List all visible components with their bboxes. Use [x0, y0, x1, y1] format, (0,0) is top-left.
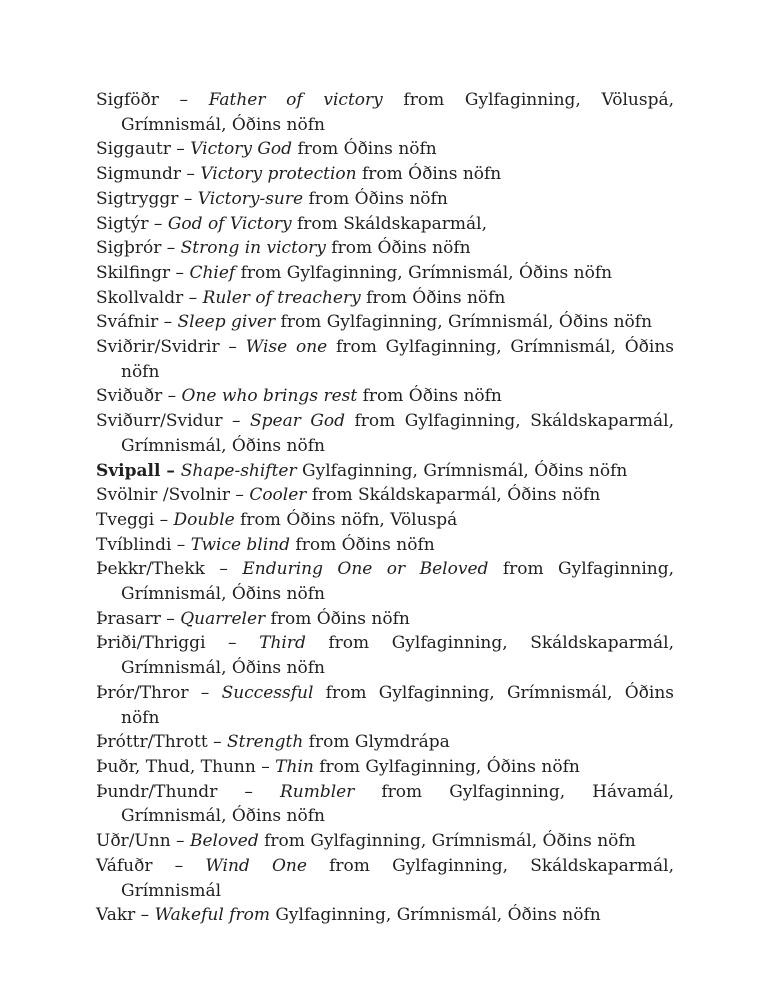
entry-sources: from Gylfaginning, Grímnismál, Óðins nöfn — [121, 337, 674, 382]
entry-name: Þekkr/Thekk — [96, 559, 205, 580]
entry-name: Þróttr/Thrott — [96, 732, 208, 753]
entry-meaning: Beloved — [189, 831, 259, 852]
list-item — [96, 829, 674, 854]
entry-sources: from Óðins nöfn, Völuspá — [234, 509, 458, 530]
entry-name: Váfuðr — [96, 855, 153, 876]
entry-separator: – — [158, 312, 178, 333]
entry-sources: from Gylfaginning, Skáldskaparmál, Grímnismál, Óðins nöfn — [121, 633, 674, 679]
entry-sources: Gylfaginning, Grímnismál, Óðins nöfn — [269, 905, 601, 926]
list-item — [96, 557, 674, 606]
entry-sources: from Óðins nöfn — [325, 238, 471, 259]
entry-meaning: Strong in victory — [180, 238, 326, 259]
entry-separator: – — [154, 509, 174, 530]
entry-separator: – — [170, 831, 190, 852]
entry-meaning: Successful — [221, 682, 314, 703]
list-item — [96, 508, 674, 533]
entry-sources: Gylfaginning, Grímnismál, Óðins nöfn — [296, 460, 628, 481]
list-item — [96, 335, 674, 384]
entry-sources: from Óðins nöfn — [356, 164, 502, 185]
entry-sources: from Gylfaginning, Grímnismál, Óðins nöfn — [275, 312, 653, 333]
entry-meaning: Double — [173, 509, 235, 530]
list-item — [96, 755, 674, 780]
entry-separator: – — [171, 534, 191, 555]
list-item — [96, 88, 674, 137]
list-item — [96, 236, 674, 261]
entry-meaning: Victory-sure — [197, 188, 304, 209]
entry-meaning: Wakeful from — [154, 905, 270, 926]
entry-meaning: Ruler of treachery — [202, 287, 361, 308]
entry-sources: from Óðins nöfn — [303, 188, 448, 209]
list-item — [96, 162, 674, 187]
entry-name: Sviðrir/Svidrir — [96, 337, 220, 358]
entry-meaning: Shape-shifter — [180, 460, 297, 481]
list-item — [96, 730, 674, 755]
entry-separator: – — [183, 287, 203, 308]
list-item — [96, 310, 674, 335]
entry-name: Skollvaldr — [96, 287, 184, 308]
list-item — [96, 261, 674, 286]
document-page — [96, 88, 674, 928]
entry-separator: – — [205, 633, 260, 654]
entry-name: Sviðurr/Svidur — [96, 411, 223, 432]
entry-sources: from Gylfaginning, Skáldskaparmál, Grímnismál, Óðins nöfn — [121, 411, 675, 456]
entry-separator: – — [181, 164, 201, 185]
entry-name: Uðr/Unn — [96, 831, 171, 852]
entry-sources: from Óðins nöfn — [265, 608, 410, 629]
entry-name: Þuðr, Thud, Thunn — [96, 756, 256, 777]
entry-meaning: Wind One — [205, 855, 307, 876]
entry-separator: – — [230, 485, 250, 506]
entry-meaning: Wise one — [245, 337, 328, 358]
entry-meaning: Quarreler — [180, 608, 266, 629]
entry-name: Þrór/Thror — [96, 682, 189, 703]
entry-meaning: One who brings rest — [181, 386, 358, 407]
entry-meaning: Cooler — [249, 485, 307, 506]
entry-sources: from Gylfaginning, Óðins nöfn — [313, 756, 580, 777]
entry-name: Sigtryggr — [96, 188, 179, 209]
entry-meaning: Sleep giver — [177, 312, 276, 333]
entry-separator: – — [188, 682, 222, 703]
entry-meaning: Chief — [189, 262, 236, 283]
entry-name: Sigtýr — [96, 213, 149, 234]
entry-separator: – — [178, 188, 198, 209]
entry-name: Sviðuðr — [96, 386, 163, 407]
list-item — [96, 854, 674, 903]
entry-sources: from Óðins nöfn — [292, 139, 437, 160]
entry-meaning: Rumbler — [279, 781, 355, 802]
list-item — [96, 903, 674, 928]
list-item — [96, 607, 674, 632]
entry-sources: from Skáldskaparmál, Óðins nöfn — [306, 485, 601, 506]
entry-separator: – — [160, 608, 181, 629]
entry-meaning: God of Victory — [167, 213, 292, 234]
entry-name: Sigföðr — [96, 90, 159, 110]
entry-name: Þundr/Thundr — [96, 781, 218, 802]
list-item — [96, 483, 674, 508]
entry-meaning: Twice blind — [190, 534, 291, 555]
entry-separator: – — [222, 411, 250, 432]
entry-sources: from Óðins nöfn — [357, 386, 502, 407]
entry-meaning: Victory protection — [200, 164, 357, 185]
entry-separator: – — [170, 139, 191, 160]
entry-name: Þrasarr — [96, 608, 161, 629]
list-item — [96, 681, 674, 730]
entry-name: Skilfingr — [96, 262, 171, 283]
list-item — [96, 384, 674, 409]
list-item — [96, 533, 674, 558]
entry-sources: from Óðins nöfn — [360, 287, 506, 308]
entry-separator: – — [135, 905, 155, 926]
entry-sources: from Gylfaginning, Skáldskaparmál, Grímnismál — [121, 855, 674, 901]
entry-name: Vakr — [96, 905, 136, 926]
entry-separator: – — [148, 213, 168, 234]
entry-separator: – — [152, 855, 206, 876]
entry-sources: from Óðins nöfn — [290, 534, 435, 555]
entry-separator: – — [219, 337, 246, 358]
entry-meaning: Strength — [227, 732, 304, 753]
entry-meaning: Father of victory — [208, 90, 383, 110]
entry-name: Svipall — [96, 460, 161, 481]
entry-meaning: Victory God — [190, 139, 293, 160]
entry-name: Tveggi — [96, 509, 155, 530]
list-item — [96, 212, 674, 237]
entry-sources: from Gylfaginning, Grímnismál, Óðins nöfn — [121, 682, 674, 728]
entry-name: Sváfnir — [96, 312, 159, 333]
entry-name: Svölnir /Svolnir — [96, 485, 230, 506]
entry-sources: from Glymdrápa — [303, 732, 450, 753]
entry-separator: – — [160, 460, 181, 481]
entry-name: Siggautr — [96, 139, 171, 160]
entry-sources: from Gylfaginning, Grímnismál, Óðins nöfn — [235, 262, 613, 283]
entry-separator: – — [162, 386, 182, 407]
entry-separator: – — [207, 732, 227, 753]
entry-name: Sigþrór — [96, 238, 162, 259]
list-item — [96, 631, 674, 680]
entry-meaning: Spear God — [249, 411, 346, 432]
entry-sources: from Gylfaginning, Grímnismál, Óðins nöfn — [121, 559, 674, 605]
list-item — [96, 459, 674, 484]
entry-meaning: Thin — [275, 756, 314, 777]
entry-name: Þriði/Thriggi — [96, 633, 206, 654]
entry-sources: from Gylfaginning, Völuspá, Grímnismál, Óðins nöfn — [121, 90, 675, 135]
name-list — [96, 88, 674, 928]
list-item — [96, 780, 674, 829]
list-item — [96, 187, 674, 212]
entry-meaning: Third — [259, 633, 306, 654]
entry-name: Tvíblindi — [96, 534, 172, 555]
entry-separator: – — [255, 756, 276, 777]
list-item — [96, 137, 674, 162]
entry-separator: – — [217, 781, 280, 802]
entry-separator: – — [161, 238, 181, 259]
entry-sources: from Gylfaginning, Hávamál, Grímnismál, Óðins nöfn — [121, 781, 675, 827]
entry-name: Sigmundr — [96, 164, 181, 185]
list-item — [96, 409, 674, 458]
list-item — [96, 286, 674, 311]
entry-separator: – — [158, 90, 209, 110]
entry-separator: – — [170, 262, 190, 283]
entry-separator: – — [204, 559, 243, 580]
entry-meaning: Enduring One or Beloved — [242, 559, 489, 580]
entry-sources: from Skáldskaparmál, — [291, 213, 487, 234]
entry-sources: from Gylfaginning, Grímnismál, Óðins nöfn — [258, 831, 636, 852]
